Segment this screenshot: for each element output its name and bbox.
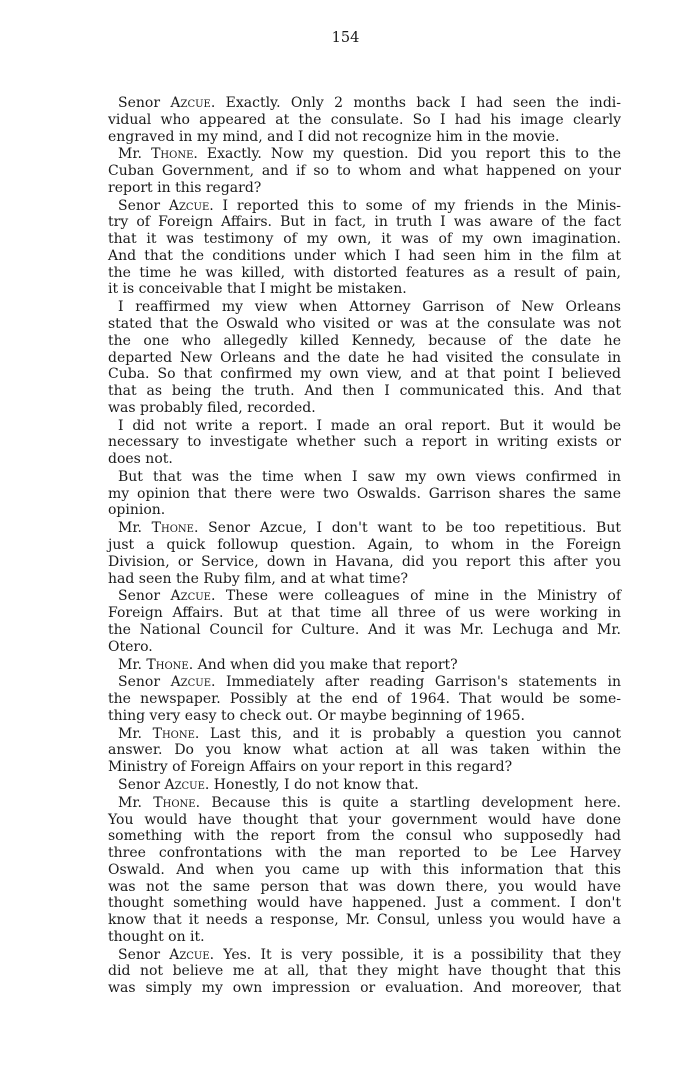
line-text: three confrontations with the man reported to be Lee Harvey [108,845,621,862]
line-text: necessary to investigate whether such a report in writing exists or [108,434,621,451]
speaker-name: Thone. [146,656,194,673]
testimony-paragraph [108,299,621,416]
speaker-name: Azcue. [168,197,214,214]
text-line [108,795,621,812]
line-text: that it was testimony of my own, it was of my own imagination. [108,231,621,248]
page-number: 154 [331,30,360,46]
speaker-title: Senor [118,946,161,963]
text-line [108,299,621,316]
text-line [108,845,621,862]
testimony-paragraph [108,777,621,794]
line-text: that as being the truth. And then I communicated this. And that [108,383,621,400]
text-line [108,400,621,417]
transcript-body [108,95,621,998]
line-text: stated that the Oswald who visited or was at the consulate was not [108,316,621,333]
line-text: Foreign Affairs. But at that time all three of us were working in [108,605,621,622]
line-text: Cuban Government, and if so to whom and what happened on your [108,163,621,180]
line-text: Yes. It is very possible, it is a possibility that they [214,946,622,963]
text-line [108,350,621,367]
text-line [108,674,621,691]
speaker-name: Thone. [151,146,198,163]
line-text: the one who allegedly killed Kennedy, because of the date he [108,332,621,349]
text-line [108,537,621,554]
testimony-paragraph [108,674,621,724]
speaker-title: Mr. [118,146,142,163]
line-text: I reaffirmed my view when Attorney Garrison of New Orleans [118,299,621,316]
line-text: Division, or Service, down in Havana, did you report this after you [108,553,621,570]
text-line [108,469,621,486]
text-line [108,980,621,997]
text-line [108,777,621,794]
line-text: But that was the time when I saw my own views confirmed in [118,468,621,485]
speaker-name: Azcue. [169,946,215,963]
text-line [108,828,621,845]
line-text: opinion. [108,502,166,519]
text-line [108,281,621,298]
speaker-title: Senor [118,588,161,605]
text-line [108,862,621,879]
text-line [108,605,621,622]
speaker-name: Thone. [153,794,201,811]
speaker-title: Senor [118,674,161,691]
text-line [108,146,621,163]
text-line [108,383,621,400]
line-text: the newspaper. Possibly at the end of 1964. That would be some- [108,691,621,708]
line-text: These were colleagues of mine in the Ministry of [215,588,621,605]
testimony-paragraph [108,947,621,997]
text-line [108,451,621,468]
line-text: thought on it. [108,928,205,945]
line-text: was not the same person that was down there, you would have [108,878,621,895]
text-line [108,434,621,451]
text-line [108,742,621,759]
text-line [108,316,621,333]
line-text: thought something would have happened. Just a comment. I don't [108,895,621,912]
speaker-name: Azcue. [170,588,216,605]
testimony-paragraph [108,469,621,519]
text-line [108,180,621,197]
speaker-title: Mr. [118,656,142,673]
testimony-paragraph [108,418,621,468]
line-text: was simply my own impression or evaluation. And moreover, that [108,980,621,997]
line-text: Because this is quite a startling development here. [200,794,622,811]
speaker-name: Azcue. [170,95,216,111]
line-text: Honestly, I do not know that. [209,777,419,794]
line-text: Exactly. Now my question. Did you report this to the [197,146,621,163]
line-text: Immediately after reading Garrison's statements in [215,674,622,691]
line-text: I did not write a report. I made an oral report. But it would be [118,417,621,434]
text-line [108,502,621,519]
line-text: Last this, and it is probably a question you cannot [199,725,622,742]
speaker-title: Mr. [118,794,142,811]
testimony-paragraph [108,198,621,299]
text-line [108,418,621,435]
line-text: does not. [108,451,173,468]
line-text: thing very easy to check out. Or maybe beginning of 1965. [108,707,525,724]
line-text: my opinion that there were two Oswalds. Garrison shares the same [108,485,621,502]
speaker-name: Azcue. [164,777,210,794]
speaker-name: Thone. [151,520,199,537]
line-text: Ministry of Foreign Affairs on your report in this regard? [108,759,513,776]
line-text: was probably filed, recorded. [108,399,316,416]
line-text: answer. Do you know what action at all was taken within the [108,742,621,759]
speaker-name: Thone. [152,725,200,742]
testimony-paragraph [108,726,621,776]
speaker-title: Senor [118,777,161,794]
line-text: the time he was killed, with distorted features as a result of pain, [108,264,621,281]
text-line [108,912,621,929]
text-line [108,163,621,180]
text-line [108,726,621,743]
text-line [108,895,621,912]
speaker-name: Azcue. [170,674,216,691]
line-text: Senor Azcue, I don't want to be too repetitious. But [198,520,621,537]
testimony-paragraph [108,146,621,196]
line-text: Cuba. So that confirmed my own view, and at that point I believed [108,366,621,383]
line-text: the National Council for Culture. And it was Mr. Lechuga and Mr. [108,621,621,638]
text-line [108,129,621,146]
text-line [108,657,621,674]
text-line [108,486,621,503]
text-line [108,947,621,964]
testimony-paragraph [108,588,621,655]
speaker-title: Mr. [118,725,142,742]
line-text: report in this regard? [108,179,262,196]
line-text: just a quick followup question. Again, to whom in the Foreign [108,537,621,554]
line-text: I reported this to some of my friends in the Minis- [213,197,622,214]
text-line [108,708,621,725]
text-line [108,95,621,112]
text-line [108,639,621,656]
text-line [108,366,621,383]
speaker-title: Mr. [118,520,142,537]
line-text: had seen the Ruby film, and at what time? [108,570,409,587]
text-line [108,554,621,571]
line-text: departed New Orleans and the date he had visited the consulate in [108,349,621,366]
text-line [108,759,621,776]
text-line [108,929,621,946]
line-text: Oswald. And when you came up with this information that this [108,861,621,878]
text-line [108,812,621,829]
line-text: did not believe me at all, that they might have thought that this [108,963,621,980]
speaker-title: Senor [118,95,161,111]
text-line [108,588,621,605]
testimony-paragraph [108,795,621,946]
text-line [108,691,621,708]
text-line [108,879,621,896]
text-line [108,265,621,282]
text-line [108,231,621,248]
line-text: vidual who appeared at the consulate. So I had his image clearly [108,111,621,128]
text-line [108,622,621,639]
text-line [108,963,621,980]
testimony-paragraph [108,657,621,674]
line-text: And that the conditions under which I had seen him in the film at [108,247,621,264]
line-text: Otero. [108,638,153,655]
line-text: something with the report from the consul who supposedly had [108,828,621,845]
text-line [108,520,621,537]
line-text: know that it needs a response, Mr. Consul, unless you would have a [108,912,621,929]
text-line [108,248,621,265]
speaker-title: Senor [118,197,161,214]
line-text: Exactly. Only 2 months back I had seen the indi- [215,95,621,111]
line-text: You would have thought that your government would have done [108,811,621,828]
text-line [108,571,621,588]
testimony-paragraph [108,95,621,145]
line-text: try of Foreign Affairs. But in fact, in truth I was aware of the fact [108,214,621,231]
text-line [108,112,621,129]
line-text: And when did you make that report? [193,656,458,673]
text-line [108,214,621,231]
testimony-paragraph [108,520,621,587]
line-text: it is conceivable that I might be mistaken. [108,281,407,298]
text-line [108,333,621,350]
text-line [108,198,621,215]
line-text: engraved in my mind, and I did not recognize him in the movie. [108,128,560,145]
